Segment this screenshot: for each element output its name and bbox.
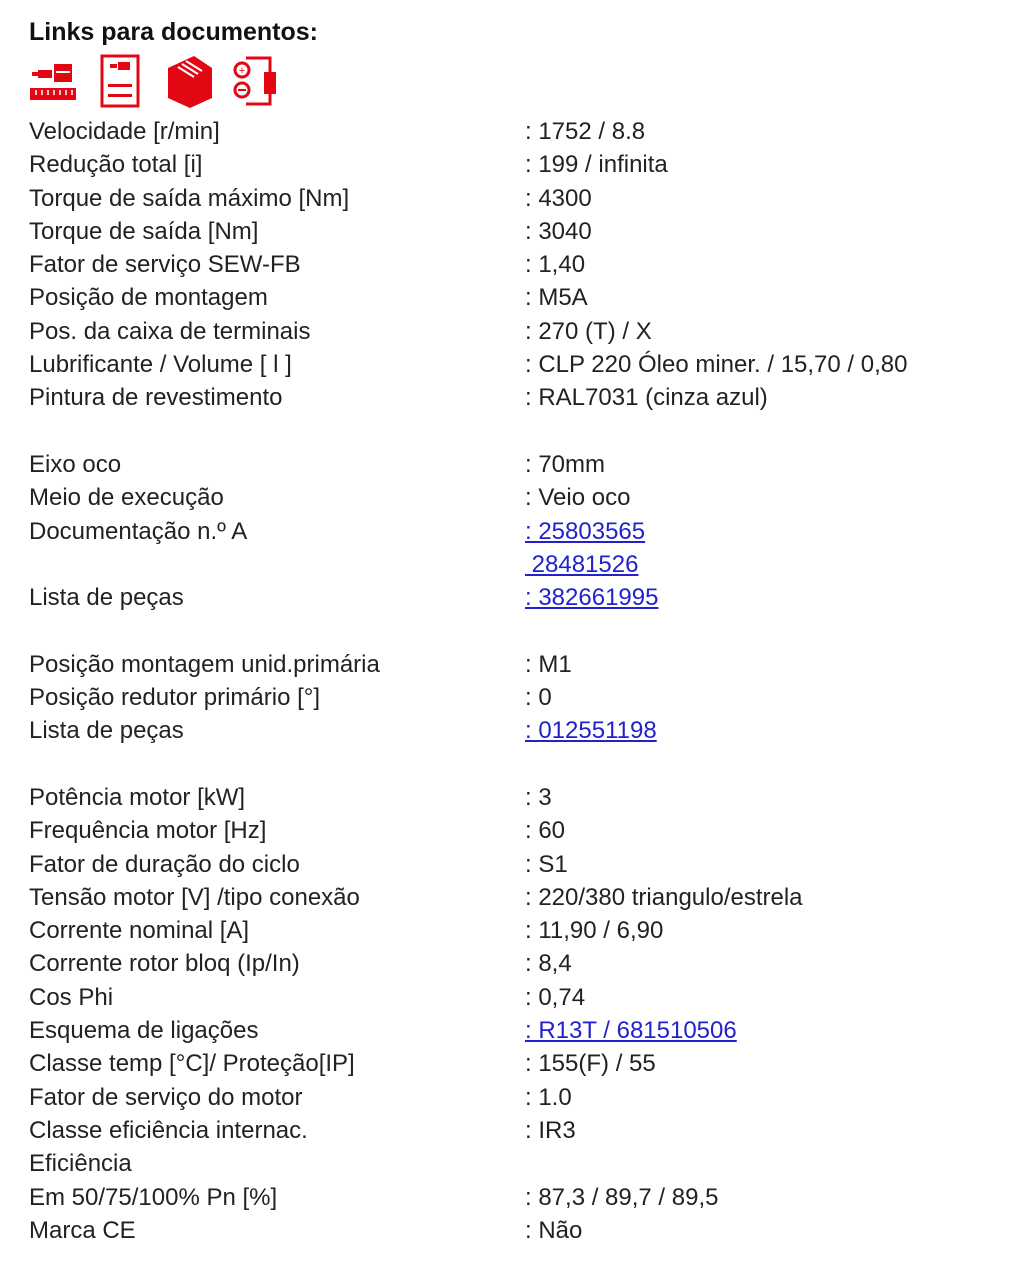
spec-value: : 70mm [525, 450, 606, 478]
spec-row [29, 381, 989, 414]
spec-value: : 3040 [525, 217, 592, 245]
spec-row [29, 315, 989, 348]
spec-label: Cos Phi [29, 983, 114, 1011]
spec-label: Corrente rotor bloq (Ip/In) [29, 950, 300, 978]
spec-label: Torque de saída [Nm] [29, 217, 259, 245]
spec-row [29, 814, 989, 847]
spec-row [29, 848, 989, 881]
spec-row [29, 648, 989, 681]
spec-label: Tensão motor [V] /tipo conexão [29, 883, 360, 911]
spec-row [29, 614, 989, 647]
spec-label: Fator de serviço do motor [29, 1083, 303, 1111]
spec-value: : 87,3 / 89,7 / 89,5 [525, 1183, 719, 1211]
spec-label: Lista de peças [29, 717, 184, 745]
wiring-diagram-icon[interactable] [232, 54, 284, 108]
spec-label: Pos. da caixa de terminais [29, 317, 311, 345]
spec-label: Fator de serviço SEW-FB [29, 251, 301, 279]
spec-label: Em 50/75/100% Pn [%] [29, 1183, 278, 1211]
spec-row [29, 1114, 989, 1147]
spec-label: Classe eficiência internac. [29, 1116, 308, 1144]
spec-label: Posição de montagem [29, 284, 268, 312]
spec-value: : M5A [525, 284, 588, 312]
spec-row [29, 148, 989, 181]
spec-label: Esquema de ligações [29, 1017, 259, 1045]
spec-row [29, 981, 989, 1014]
manual-book-icon[interactable] [164, 54, 216, 108]
spec-value-link[interactable]: : 25803565 [525, 517, 646, 545]
spec-row [29, 248, 989, 281]
spec-row [29, 1214, 989, 1247]
spec-row [29, 515, 989, 548]
page-title: Links para documentos: [29, 18, 318, 46]
spec-label: Corrente nominal [A] [29, 917, 250, 945]
document-links [28, 54, 300, 108]
spec-value: : 270 (T) / X [525, 317, 652, 345]
spec-value: : Não [525, 1216, 583, 1244]
spec-value: : 0,74 [525, 983, 586, 1011]
spec-row [29, 1081, 989, 1114]
spec-label: Lubrificante / Volume [ l ] [29, 351, 292, 379]
spec-row [29, 481, 989, 514]
spec-value-link[interactable]: 28481526 [525, 550, 639, 578]
spec-value-link[interactable]: : 382661995 [525, 584, 659, 612]
spec-row [29, 348, 989, 381]
spec-row [29, 1181, 989, 1214]
spec-value: : 1.0 [525, 1083, 572, 1111]
spec-row [29, 1147, 989, 1180]
spec-label: Fator de duração do ciclo [29, 850, 300, 878]
spec-label: Posição redutor primário [°] [29, 684, 321, 712]
spec-row [29, 415, 989, 448]
spec-value: : 4300 [525, 184, 592, 212]
spec-label: Documentação n.º A [29, 517, 248, 545]
spec-row [29, 681, 989, 714]
spec-row [29, 182, 989, 215]
spec-row [29, 215, 989, 248]
spec-row [29, 748, 989, 781]
data-sheet-icon[interactable] [96, 54, 148, 108]
spec-row [29, 115, 989, 148]
spec-value: : 155(F) / 55 [525, 1050, 656, 1078]
spec-value-link[interactable]: : 012551198 [525, 717, 657, 745]
spec-value: : RAL7031 (cinza azul) [525, 384, 768, 412]
spec-value: : IR3 [525, 1116, 576, 1144]
spec-label: Eficiência [29, 1150, 132, 1178]
spec-label: Marca CE [29, 1216, 136, 1244]
spec-list [29, 115, 989, 1247]
spec-label: Frequência motor [Hz] [29, 817, 267, 845]
spec-label: Redução total [i] [29, 151, 203, 179]
spec-row [29, 947, 989, 980]
spec-label: Torque de saída máximo [Nm] [29, 184, 350, 212]
spec-label: Classe temp [°C]/ Proteção[IP] [29, 1050, 355, 1078]
spec-value: : 60 [525, 817, 566, 845]
spec-value: : Veio oco [525, 484, 631, 512]
spec-row [29, 548, 989, 581]
spec-value: : 220/380 triangulo/estrela [525, 883, 803, 911]
spec-row [29, 581, 989, 614]
spec-row [29, 448, 989, 481]
spec-row [29, 914, 989, 947]
spec-row [29, 714, 989, 747]
spec-value: : 0 [525, 684, 552, 712]
spec-value: : S1 [525, 850, 568, 878]
spec-value: : 1752 / 8.8 [525, 118, 646, 145]
spec-label: Posição montagem unid.primária [29, 650, 380, 678]
dimension-drawing-icon[interactable] [28, 54, 80, 108]
spec-row [29, 781, 989, 814]
spec-row [29, 1014, 989, 1047]
spec-row [29, 1047, 989, 1080]
spec-value: : 3 [525, 783, 552, 811]
spec-row [29, 281, 989, 314]
spec-value: : 199 / infinita [525, 151, 668, 179]
spec-label: Lista de peças [29, 584, 184, 612]
spec-row [29, 881, 989, 914]
spec-label: Eixo oco [29, 450, 122, 478]
spec-value: : 11,90 / 6,90 [525, 917, 664, 945]
spec-label: Velocidade [r/min] [29, 118, 220, 145]
spec-label: Pintura de revestimento [29, 384, 283, 412]
spec-value-link[interactable]: : R13T / 681510506 [525, 1017, 737, 1045]
spec-value: : 1,40 [525, 251, 586, 279]
spec-value: : CLP 220 Óleo miner. / 15,70 / 0,80 [525, 351, 908, 379]
spec-value: : M1 [525, 650, 572, 678]
svg-text:+: + [238, 65, 246, 77]
spec-value: : 8,4 [525, 950, 572, 978]
spec-label: Potência motor [kW] [29, 783, 246, 811]
spec-label: Meio de execução [29, 484, 224, 512]
